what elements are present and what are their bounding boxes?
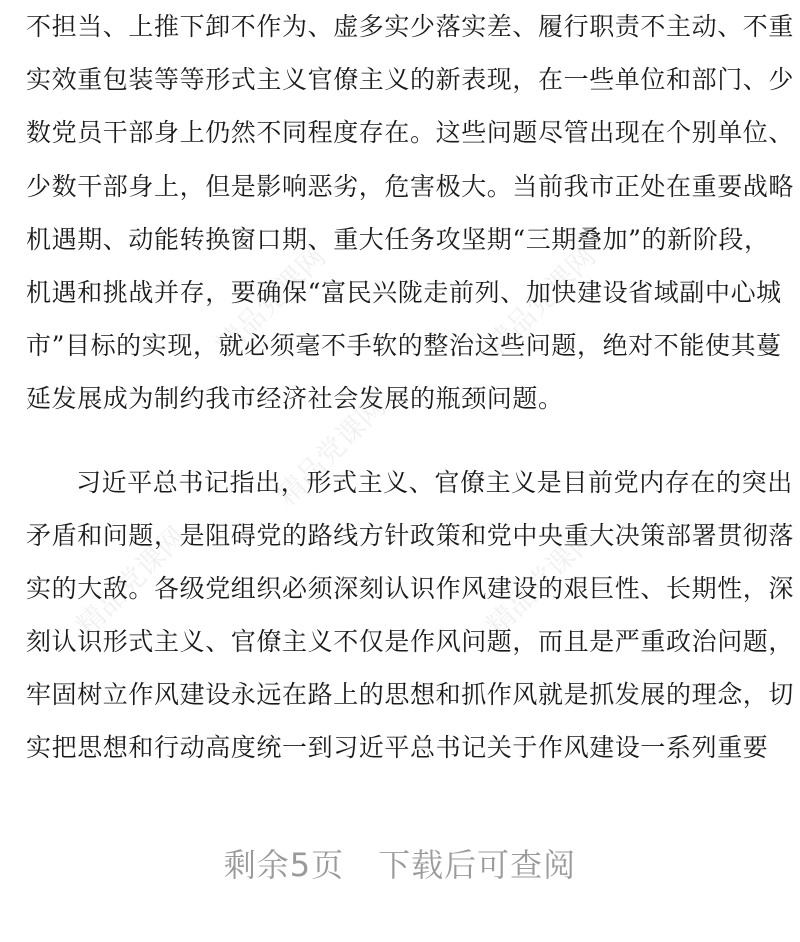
remaining-pages-notice[interactable]: [0, 840, 800, 886]
text-line: 延发展成为制约我市经济社会发展的瓶颈问题。: [26, 384, 564, 414]
watermark: 精品党课网: [479, 239, 603, 363]
watermark: 精品党课网: [209, 239, 333, 363]
paragraph-gap: [26, 426, 778, 456]
remaining-pages-label: 剩余5页: [223, 846, 345, 884]
text-line: 实把思想和行动高度统一到习近平总书记关于作风建设一系列重要: [26, 733, 769, 763]
text-line: 矛盾和问题，是阻碍党的路线方针政策和党中央重大决策部署贯彻落: [26, 520, 795, 550]
paragraph: [26, 456, 795, 775]
paragraph: [26, 0, 795, 426]
text-line: 市”目标的实现，就必须毫不手软的整治这些问题，绝对不能使其蔓: [26, 331, 782, 361]
text-line: 实的大敌。各级党组织必须深刻认识作风建设的艰巨性、长期性，深: [26, 573, 795, 603]
text-line: 习近平总书记指出，形式主义、官僚主义是目前党内存在的突出: [76, 467, 793, 497]
watermark: 精品党课网: [269, 389, 393, 513]
text-line: 机遇期、动能转换窗口期、重大任务攻坚期“三期叠加”的新阶段，: [26, 224, 770, 254]
text-line: 少数干部身上，但是影响恶劣，危害极大。当前我市正处在重要战略: [26, 171, 795, 201]
text-line: 实效重包装等等形式主义官僚主义的新表现，在一些单位和部门、少: [26, 65, 795, 95]
document-body: [26, 0, 795, 775]
text-line: 不担当、上推下卸不作为、虚多实少落实差、履行职责不主动、不重: [26, 12, 795, 41]
watermark: 精品党课网: [479, 519, 603, 643]
text-line: 数党员干部身上仍然不同程度存在。这些问题尽管出现在个别单位、: [26, 118, 795, 148]
download-to-view-label: 下载后可查阅: [378, 846, 577, 884]
watermark: 精品党课网: [69, 519, 193, 643]
text-line: 刻认识形式主义、官僚主义不仅是作风问题，而且是严重政治问题，: [26, 627, 795, 657]
text-line: 牢固树立作风建设永远在路上的思想和抓作风就是抓发展的理念，切: [26, 680, 795, 710]
text-line: 机遇和挑战并存，要确保“富民兴陇走前列、加快建设省域副中心城: [26, 277, 782, 307]
